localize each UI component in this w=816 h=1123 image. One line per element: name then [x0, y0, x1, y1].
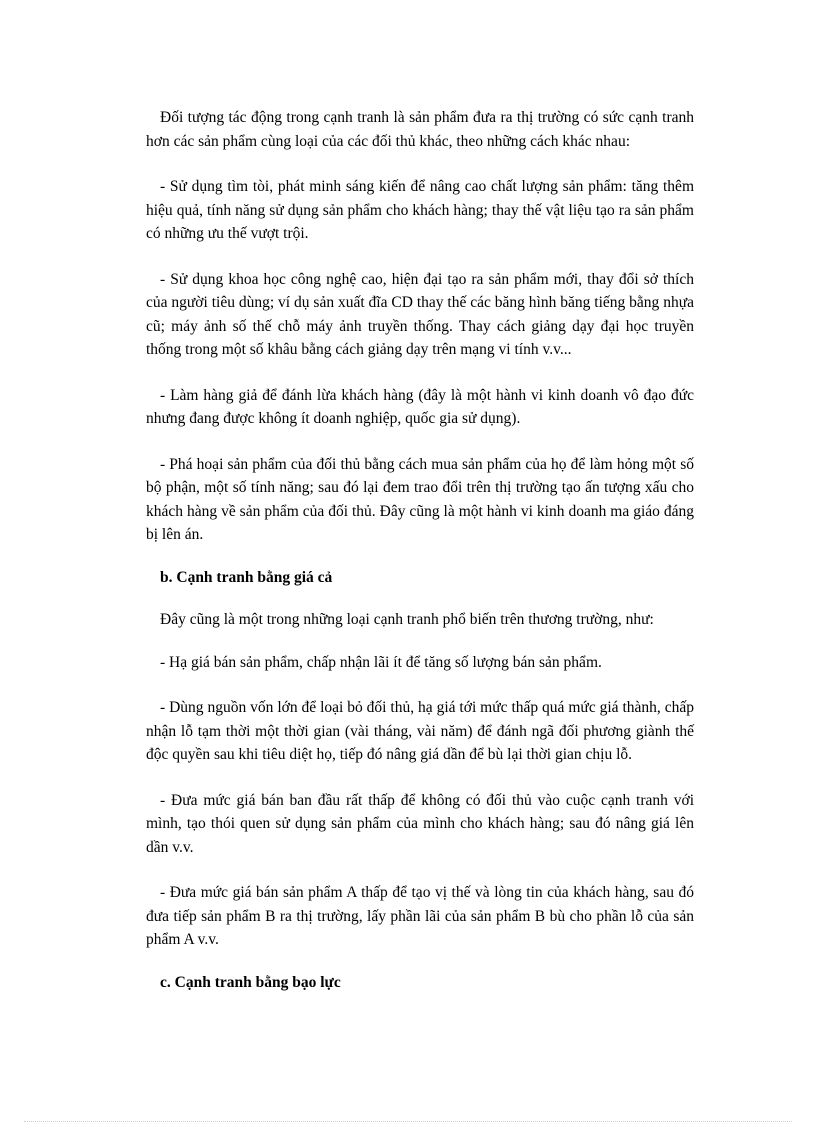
paragraph-price-intro: Đây cũng là một trong những loại cạnh tranh phổ biến trên thương trường, như:	[160, 611, 654, 628]
paragraph-counterfeit: - Làm hàng giả để đánh lừa khách hàng (đây là một hành vi kinh doanh vô đạo đức nhưng đang được không ít doanh nghiệp, quốc gia sử dụng).	[146, 386, 694, 427]
section-heading-violence: c. Cạnh tranh bằng bạo lực	[160, 973, 341, 991]
page-bottom-divider	[24, 1121, 792, 1122]
document-page	[146, 106, 694, 994]
paragraph-dumping: - Dùng nguồn vốn lớn để loại bỏ đối thủ, hạ giá tới mức thấp quá mức giá thành, chấp nhận lỗ tạm thời một thời gian (vài tháng, vài năm) để đánh ngã đối phương giành thế độc quyền sau khi tiêu diệt họ, tiếp đó nâng giá dần để bù lại thời gian chịu lỗ.	[146, 699, 694, 763]
paragraph-intro: Đối tượng tác động trong cạnh tranh là sản phẩm đưa ra thị trường có sức cạnh tranh hơn các sản phẩm cùng loại của các đối thủ khác, theo những cách khác nhau:	[146, 109, 694, 150]
section-heading-price: b. Cạnh tranh bằng giá cả	[160, 568, 333, 586]
paragraph-innovation: - Sử dụng tìm tòi, phát minh sáng kiến để nâng cao chất lượng sản phẩm: tăng thêm hiệu quả, tính năng sử dụng sản phẩm cho khách hàng; thay thế vật liệu tạo ra sản phẩm có những ưu thế vượt trội.	[146, 178, 694, 242]
paragraph-sabotage: - Phá hoại sản phẩm của đối thủ bằng cách mua sản phẩm của họ để làm hỏng một số bộ phận, một số tính năng; sau đó lại đem trao đổi trên thị trường tạo ấn tượng xấu cho khách hàng về sản phẩm của đối thủ. Đây cũng là một hành vi kinh doanh ma giáo đáng bị lên án.	[146, 455, 694, 543]
paragraph-cross-subsidy: - Đưa mức giá bán sản phẩm A thấp để tạo vị thế và lòng tin của khách hàng, sau đó đưa tiếp sản phẩm B ra thị trường, lấy phần lãi của sản phẩm B bù cho phần lỗ của sản phẩm A v.v.	[146, 884, 694, 948]
paragraph-technology: - Sử dụng khoa học công nghệ cao, hiện đại tạo ra sản phẩm mới, thay đổi sở thích của người tiêu dùng; ví dụ sản xuất đĩa CD thay thế các băng hình băng tiếng bằng nhựa cũ; máy ảnh số thế chỗ máy ảnh truyền thống. Thay cách giảng dạy đại học truyền thống trong một số khâu bằng cách giảng dạy trên mạng vi tính v.v...	[146, 270, 694, 358]
paragraph-low-entry: - Đưa mức giá bán ban đầu rất thấp để không có đối thủ vào cuộc cạnh tranh với mình, tạo thói quen sử dụng sản phẩm của mình cho khách hàng; sau đó nâng giá lên dần v.v.	[146, 791, 694, 856]
paragraph-price-cut: - Hạ giá bán sản phẩm, chấp nhận lãi ít để tăng số lượng bán sản phẩm.	[160, 653, 602, 671]
